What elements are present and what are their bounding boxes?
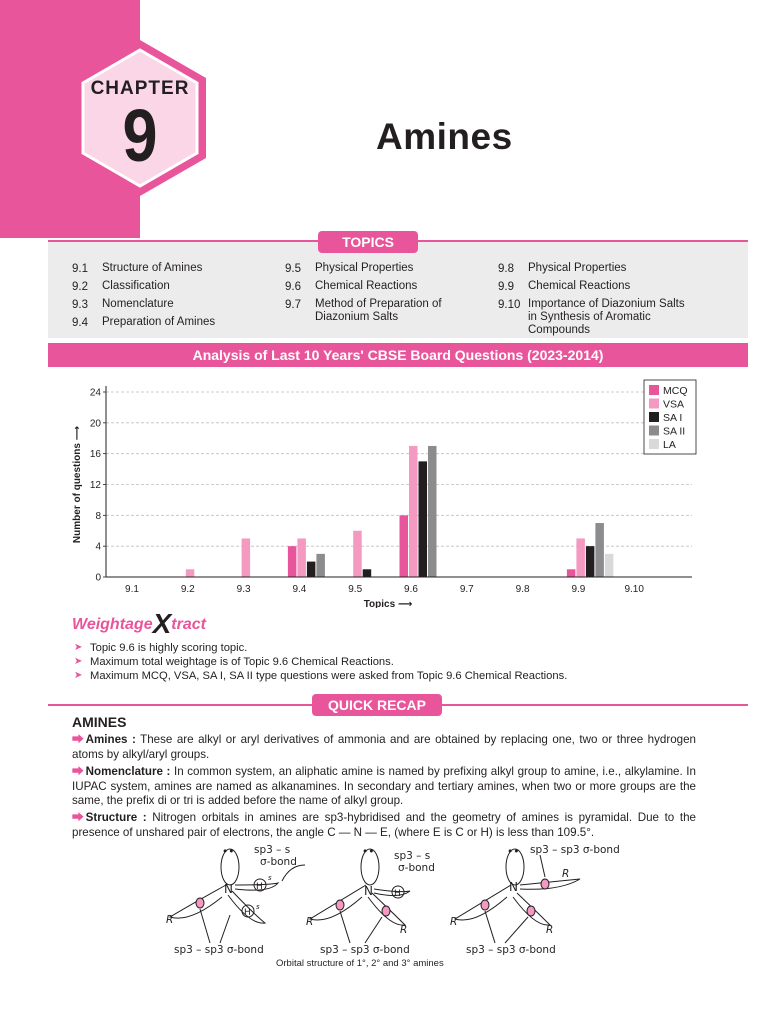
legend-swatch: [649, 385, 659, 395]
bar-sa-i-9.9: [586, 546, 595, 577]
x-tick-label: 9.5: [348, 584, 363, 595]
sp3-s-label: sp3 – s: [254, 845, 291, 856]
x-tick-label: 9.4: [292, 584, 307, 595]
page-title: Amines: [376, 116, 513, 157]
x-tick-label: 9.1: [125, 584, 139, 595]
analysis-title-bar: Analysis of Last 10 Years' CBSE Board Questions (2023-2014): [48, 343, 748, 367]
r-group-label: R: [562, 868, 570, 880]
nitrogen-label: N: [224, 882, 233, 896]
sp3-sp3-label: sp3 – sp3 σ-bond: [174, 944, 264, 956]
bar-vsa-9.9: [576, 538, 585, 577]
topic-item: 9.8 Physical Properties: [498, 262, 627, 275]
topic-item: 9.7 Method of Preparation of Diazonium Salts: [285, 298, 442, 323]
r-group-label: R: [546, 924, 554, 936]
x-tick-label: 9.10: [624, 584, 644, 595]
x-axis-label: Topics ⟶: [363, 599, 413, 608]
chapter-number: 9: [122, 94, 158, 177]
topic-item: 9.9 Chemical Reactions: [498, 280, 631, 293]
hydrogen-label: H: [244, 908, 251, 918]
x-tick-label: 9.2: [180, 584, 195, 595]
legend-label: SA II: [663, 425, 686, 438]
legend-label: VSA: [663, 398, 685, 411]
legend-swatch: [649, 412, 659, 422]
chapter-label: CHAPTER: [90, 78, 190, 99]
r-group-label: R: [166, 914, 174, 926]
y-tick-label: 16: [89, 449, 101, 461]
s-orbital-label: s: [268, 874, 272, 882]
y-tick-label: 4: [95, 541, 101, 553]
legend-label: LA: [663, 439, 676, 451]
list-item: ➤ Maximum MCQ, VSA, SA I, SA II type questions were asked from Topic 9.6 Chemical Reactions.: [74, 670, 568, 682]
legend-swatch: [649, 426, 659, 436]
bar-vsa-9.3: [242, 538, 251, 577]
nitrogen-label: N: [364, 884, 373, 898]
topic-item: 9.10 Importance of Diazonium Salts in Synthesis of Aromatic Compounds: [498, 298, 685, 336]
x-tick-label: 9.7: [459, 584, 474, 595]
topic-item: 9.5 Physical Properties: [285, 262, 414, 275]
bullet-icon: ⮕: [72, 733, 84, 746]
weightage-xtract-logo: WeightageXtract: [72, 608, 206, 639]
y-tick-label: 0: [95, 572, 101, 584]
bar-sa-ii-9.4: [316, 554, 325, 577]
r-group-label: R: [400, 924, 408, 936]
list-item: ➤ Topic 9.6 is highly scoring topic.: [74, 642, 248, 654]
y-axis-label: Number of questions ⟶: [72, 425, 83, 544]
r-group-label: R: [306, 916, 314, 928]
sp3-s-label: sp3 – s: [394, 850, 431, 862]
sp3-sp3-label: sp3 – sp3 σ-bond: [466, 944, 556, 956]
lone-pair-label: ••: [362, 846, 375, 858]
structure-paragraph: ⮕ Structure : Nitrogen orbitals in amines are sp3-hybridised and the geometry of amines is pyramidal. Due to the presence of unshared pair of electrons, the angle C — N — E, (where E is C or H) is less than 109.5°.: [72, 811, 696, 839]
lone-pair-label: ••: [222, 846, 235, 858]
orbital-structure-diagram: [160, 845, 630, 957]
question-analysis-chart: [60, 378, 700, 608]
nomenclature-paragraph: ⮕ Nomenclature : In common system, an aliphatic amine is named by prefixing alkyl group to amine, i.e., alkylamine. In IUPAC system, amines are named as alkanamines. In secondary and tertiary amines, when two or more groups are the same, the prefix di or tri is added before the name of alkyl group.: [72, 765, 696, 807]
topic-item: 9.1 Structure of Amines: [72, 262, 203, 275]
nitrogen-label: N: [509, 880, 518, 894]
bar-vsa-9.4: [297, 538, 306, 577]
bar-sa-ii-9.9: [595, 523, 604, 577]
legend-label: MCQ: [663, 385, 688, 397]
topics-column-3: [498, 260, 688, 337]
legend-swatch: [649, 399, 659, 409]
lone-pair-label: ••: [507, 846, 520, 858]
sigma-bond-label: σ-bond: [398, 862, 435, 874]
hydrogen-label: H: [256, 882, 263, 892]
bar-mcq-9.4: [288, 546, 297, 577]
bar-vsa-9.5: [353, 531, 362, 577]
bar-vsa-9.2: [186, 569, 195, 577]
x-tick-label: 9.3: [236, 584, 251, 595]
topic-item: 9.6 Chemical Reactions: [285, 280, 418, 293]
y-tick-label: 12: [89, 480, 101, 491]
bullet-icon: ⮕: [72, 765, 84, 778]
arrow-icon: ➤: [74, 642, 83, 653]
topic-item: 9.2 Classification: [72, 280, 170, 293]
legend-swatch: [649, 439, 659, 449]
bar-la-9.9: [605, 554, 614, 577]
sp3-sp3-label: sp3 – sp3 σ-bond: [530, 845, 620, 856]
arrow-icon: ➤: [74, 656, 83, 667]
y-tick-label: 8: [95, 510, 101, 522]
sigma-bond-label: σ-bond: [260, 856, 297, 868]
weightage-points: [74, 641, 567, 683]
chapter-badge: [70, 38, 210, 198]
x-tick-label: 9.9: [571, 584, 586, 595]
hydrogen-label: H: [394, 889, 401, 899]
section-title: AMINES: [72, 714, 127, 730]
arrow-icon: ➤: [74, 670, 83, 681]
diagram-caption: Orbital structure of 1°, 2° and 3° amines: [276, 958, 444, 969]
bar-sa-ii-9.6: [428, 446, 437, 577]
topics-column-1: [72, 260, 215, 332]
bullet-icon: ⮕: [72, 811, 84, 824]
bar-mcq-9.6: [400, 515, 409, 577]
bar-sa-i-9.4: [307, 562, 316, 577]
bar-vsa-9.6: [409, 446, 418, 577]
legend-label: SA I: [663, 412, 683, 424]
r-group-label: R: [450, 916, 458, 928]
bar-sa-i-9.6: [419, 461, 428, 577]
topics-column-2: [285, 260, 455, 324]
list-item: ➤ Maximum total weightage is of Topic 9.6 Chemical Reactions.: [74, 656, 394, 668]
amines-definition: ⮕ Amines : These are alkyl or aryl derivatives of ammonia and are obtained by replacing one, two or three hydrogen atoms by alkyl/aryl groups.: [72, 733, 696, 761]
bar-sa-i-9.5: [363, 569, 372, 577]
s-orbital-label: s: [256, 903, 260, 911]
topics-pill: TOPICS: [318, 231, 418, 253]
bar-mcq-9.9: [567, 569, 576, 577]
y-tick-label: 24: [89, 387, 101, 399]
x-tick-label: 9.6: [404, 584, 418, 595]
x-tick-label: 9.8: [515, 584, 530, 595]
topic-item: 9.3 Nomenclature: [72, 298, 174, 311]
sp3-sp3-label: sp3 – sp3 σ-bond: [320, 944, 410, 956]
y-tick-label: 20: [89, 418, 101, 430]
quick-recap-pill: QUICK RECAP: [312, 694, 442, 716]
topic-item: 9.4 Preparation of Amines: [72, 316, 216, 329]
